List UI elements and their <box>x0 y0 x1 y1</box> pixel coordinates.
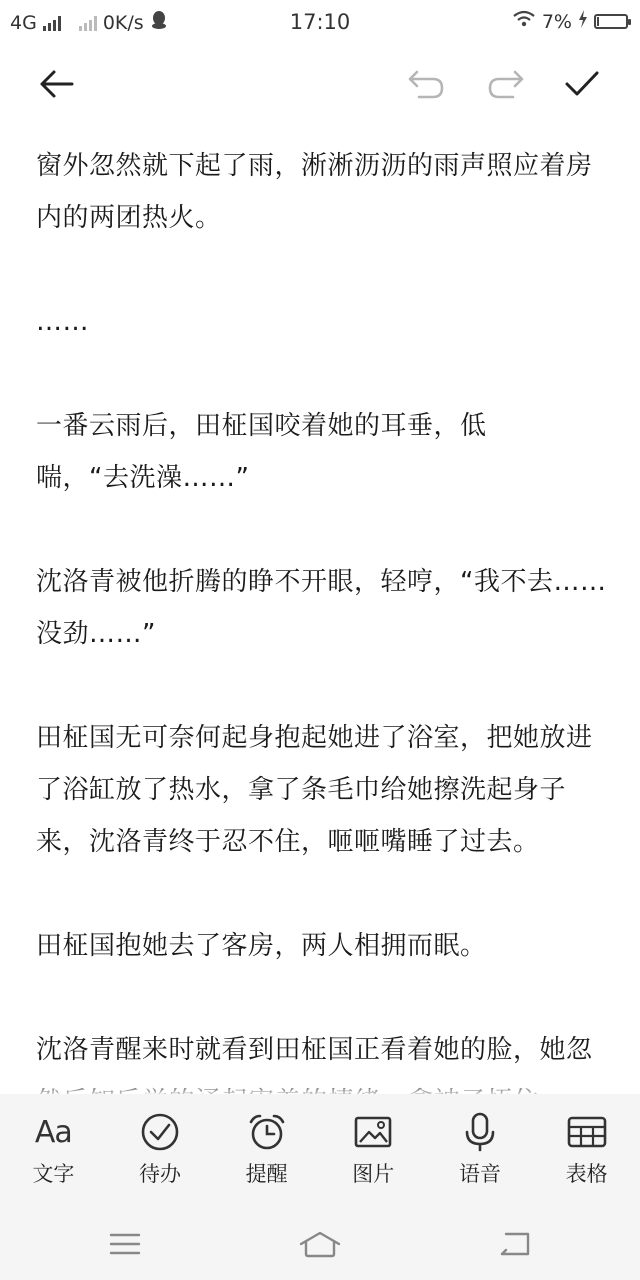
voice-button[interactable] <box>435 1094 525 1188</box>
back-nav-button[interactable] <box>490 1224 540 1264</box>
checkmark-icon <box>564 70 600 98</box>
image-button[interactable] <box>328 1094 418 1188</box>
editor-toolbar <box>0 44 640 124</box>
home-icon <box>298 1230 342 1258</box>
tool-label: 文字 <box>32 1162 75 1186</box>
status-bar <box>0 0 640 44</box>
network-speed: 0K/s <box>102 11 144 34</box>
tool-label: 语音 <box>458 1162 501 1186</box>
status-right <box>512 10 628 33</box>
text-format-icon: Aa <box>34 1114 72 1150</box>
todo-button[interactable] <box>115 1094 205 1188</box>
text-format-button[interactable] <box>8 1094 98 1188</box>
system-nav-bar <box>0 1206 640 1280</box>
paragraph: 一番云雨后，田柾国咬着她的耳垂，低 喘，“去洗澡……” <box>36 411 487 493</box>
home-button[interactable] <box>295 1224 345 1264</box>
charging-icon <box>578 10 588 33</box>
table-icon <box>542 1112 632 1152</box>
done-button[interactable] <box>556 58 608 110</box>
back-arrow-icon <box>38 69 74 99</box>
tool-label: 图片 <box>352 1162 395 1186</box>
battery-percent: 7% <box>541 10 572 33</box>
network-type: 4G <box>10 11 37 34</box>
menu-button[interactable] <box>100 1224 150 1264</box>
undo-icon <box>407 69 445 99</box>
back-icon <box>498 1231 532 1257</box>
wifi-icon <box>512 10 536 33</box>
menu-icon <box>109 1232 141 1256</box>
redo-button[interactable] <box>480 58 532 110</box>
paragraph: 田柾国抱她去了客房，两人相拥而眠。 <box>36 931 487 961</box>
paragraph: 沈洛青醒来时就看到田柾国正看着她的脸，她忽 <box>36 1035 593 1065</box>
paragraph: …… <box>36 307 89 337</box>
microphone-icon <box>435 1112 525 1152</box>
paragraph: 田柾国无可奈何起身抱起她进了浴室，把她放进了浴缸放了热水，拿了条毛巾给她擦洗起身子来，沈洛青终于忍不住，咂咂嘴睡了过去。 <box>36 723 593 857</box>
image-icon <box>328 1112 418 1152</box>
clock: 17:10 <box>289 10 351 34</box>
undo-button[interactable] <box>400 58 452 110</box>
back-button[interactable] <box>30 58 82 110</box>
alarm-clock-icon <box>222 1112 312 1152</box>
tool-label: 待办 <box>138 1162 181 1186</box>
table-button[interactable] <box>542 1094 632 1188</box>
insert-tools-bar <box>0 1094 640 1206</box>
reminder-button[interactable] <box>222 1094 312 1188</box>
paragraph: 窗外忽然就下起了雨，淅淅沥沥的雨声照应着房内的两团热火。 <box>36 151 593 233</box>
battery-icon <box>594 14 628 29</box>
paragraph: 沈洛青被他折腾的睁不开眼，轻哼，“我不去……没劲……” <box>36 567 607 649</box>
redo-icon <box>487 69 525 99</box>
todo-check-icon <box>115 1112 205 1152</box>
note-editor[interactable] <box>36 140 608 1100</box>
tool-label: 表格 <box>565 1162 608 1186</box>
tool-label: 提醒 <box>245 1162 288 1186</box>
